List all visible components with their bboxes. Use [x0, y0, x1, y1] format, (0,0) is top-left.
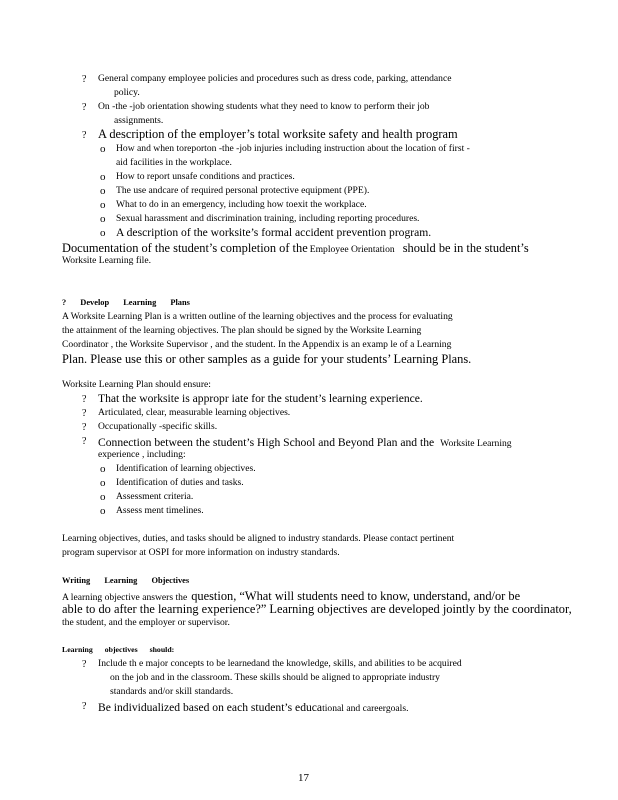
bullet-text: Include th e major concepts to be learnedand the knowledge, skills, and abilities to be acquired: [98, 658, 462, 669]
question-bullet: ?: [82, 701, 87, 712]
sub-bullet-text: aid facilities in the workplace.: [116, 157, 232, 168]
question-bullet: ?: [82, 659, 87, 670]
bullet-text: on the job and in the classroom. These skills should be aligned to appropriate industry: [110, 672, 440, 683]
bullet-text: General company employee policies and procedures such as dress code, parking, attendance: [98, 73, 452, 84]
question-bullet: ?: [82, 102, 87, 113]
circle-bullet: o: [100, 491, 106, 503]
sub-bullet-text: Assess ment timelines.: [116, 505, 204, 516]
circle-bullet: o: [100, 143, 106, 155]
paragraph-line: A learning objective answers the question, “What will students need to know, understand, and/or be: [62, 589, 521, 603]
bullet-text: A description of the employer’s total worksite safety and health program: [98, 127, 458, 141]
circle-bullet: o: [100, 227, 106, 239]
bullet-text: That the worksite is appropr iate for the student’s learning experience.: [98, 392, 423, 405]
circle-bullet: o: [100, 463, 106, 475]
question-bullet: ?: [82, 408, 87, 419]
question-bullet: ?: [82, 436, 87, 447]
circle-bullet: o: [100, 505, 106, 517]
question-bullet: ?: [82, 130, 87, 141]
sub-bullet-text: How to report unsafe conditions and practices.: [116, 171, 295, 182]
paragraph-line: program supervisor at OSPI for more information on industry standards.: [62, 547, 340, 558]
sub-bullet-text: Identification of duties and tasks.: [116, 477, 244, 488]
sub-bullet-text: A description of the worksite’s formal accident prevention program.: [116, 226, 432, 239]
section-heading: ? Develop Learning Plans: [62, 298, 190, 307]
circle-bullet: o: [100, 171, 106, 183]
paragraph-line: Coordinator , the Worksite Supervisor , and the student. In the Appendix is an examp le of a Learning: [62, 339, 452, 350]
paragraph-line: Learning objectives, duties, and tasks should be aligned to industry standards. Please contact pertinent: [62, 533, 455, 544]
question-bullet: ?: [82, 394, 87, 405]
page-number: 17: [298, 772, 309, 784]
paragraph-line: the student, and the employer or supervisor.: [62, 617, 230, 628]
paragraph-line: the attainment of the learning objectives. The plan should be signed by the Worksite Learning: [62, 325, 422, 336]
documentation-line: Worksite Learning file.: [62, 255, 152, 266]
bullet-text: Be individualized based on each student’s educational and careergoals.: [98, 701, 409, 714]
section-heading: Learning objectives should:: [62, 645, 175, 654]
documentation-line: Documentation of the student’s completion of the Employee Orientation should be in the student’s: [62, 241, 529, 255]
paragraph-line: A Worksite Learning Plan is a written outline of the learning objectives and the process for evaluating: [62, 311, 453, 322]
bullet-text: Connection between the student’s High School and Beyond Plan and the Worksite Learning: [98, 436, 512, 449]
question-bullet: ?: [82, 74, 87, 85]
bullet-text: On -the -job orientation showing students what they need to know to perform their job: [98, 101, 430, 112]
sub-bullet-text: Identification of learning objectives.: [116, 463, 256, 474]
section-heading: Writing Learning Objectives: [62, 576, 190, 585]
sub-bullet-text: Assessment criteria.: [116, 491, 194, 502]
paragraph-line: Plan. Please use this or other samples as a guide for your students’ Learning Plans.: [62, 352, 472, 366]
sub-bullet-text: The use andcare of required personal protective equipment (PPE).: [116, 185, 370, 196]
circle-bullet: o: [100, 477, 106, 489]
question-bullet: ?: [82, 422, 87, 433]
circle-bullet: o: [100, 185, 106, 197]
bullet-text: experience , including:: [98, 449, 186, 460]
sub-bullet-text: What to do in an emergency, including how toexit the workplace.: [116, 199, 367, 210]
paragraph-line: Worksite Learning Plan should ensure:: [62, 379, 211, 390]
sub-bullet-text: Sexual harassment and discrimination training, including reporting procedures.: [116, 213, 420, 224]
bullet-text: Articulated, clear, measurable learning objectives.: [98, 407, 291, 418]
sub-bullet-text: How and when toreporton -the -job injuries including instruction about the location of first -: [116, 143, 470, 154]
circle-bullet: o: [100, 213, 106, 225]
bullet-text: assignments.: [114, 115, 164, 126]
bullet-text: Occupationally -specific skills.: [98, 421, 218, 432]
paragraph-line: able to do after the learning experience?” Learning objectives are developed jointly by the coordinator,: [62, 602, 572, 616]
bullet-text: policy.: [114, 87, 140, 98]
bullet-text: standards and/or skill standards.: [110, 686, 234, 697]
circle-bullet: o: [100, 199, 106, 211]
